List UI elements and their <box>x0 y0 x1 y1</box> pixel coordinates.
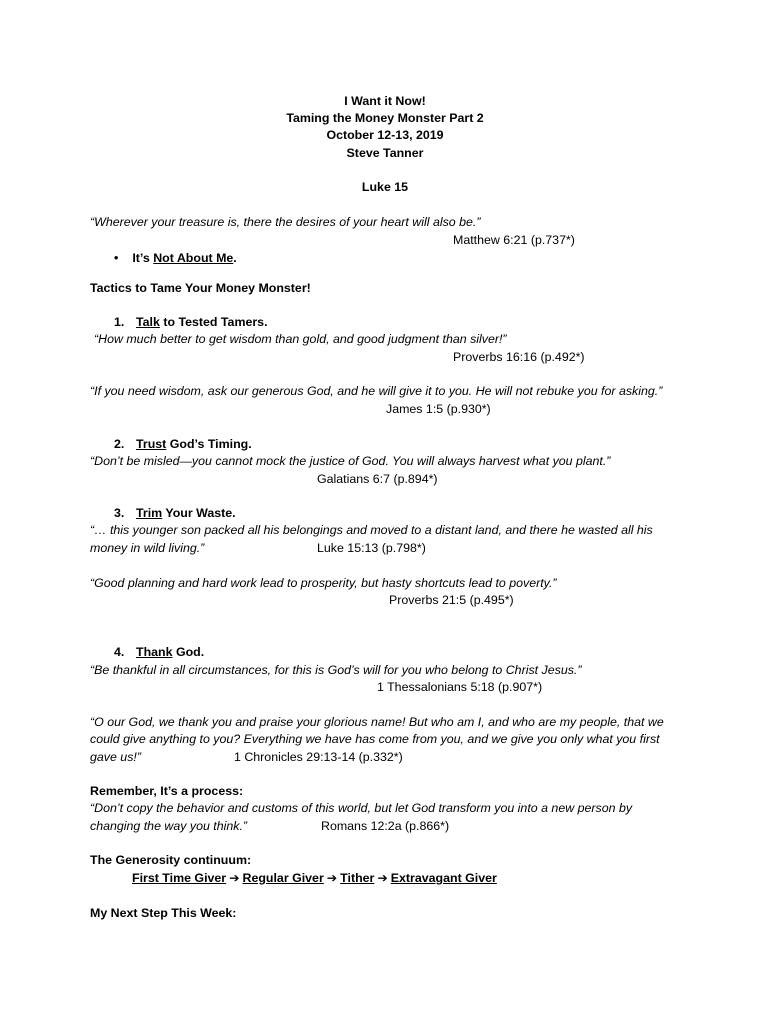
tactic-1-ref-1: Proverbs 16:16 (p.492*) <box>453 350 585 364</box>
continuum-step: Tither <box>340 871 375 885</box>
right-arrow-icon: ➔ <box>229 871 240 885</box>
continuum-step: First Time Giver <box>132 871 227 885</box>
tactic-4-quote-2-line-2: could give anything to you? Everything we have has come from you, and we give you only what you first <box>90 732 660 746</box>
tactic-4-ref-2: 1 Chronicles 29:13-14 (p.332*) <box>234 750 403 764</box>
tactic-1-quote-2: “If you need wisdom, ask our generous God, and he will give it to you. He will not rebuke you for asking.” <box>90 384 663 398</box>
tactic-keyword: Trust <box>136 437 167 451</box>
tactic-2-quote-1: “Don’t be misled—you cannot mock the justice of God. You will always harvest what you plant.” <box>90 454 611 468</box>
tactic-4-heading: 4. Thank God. <box>114 645 205 659</box>
tactic-1-quote-1: “How much better to get wisdom than gold, and good judgment than silver!” <box>94 332 507 346</box>
tactic-keyword: Talk <box>136 315 160 329</box>
next-step-heading: My Next Step This Week: <box>90 906 237 920</box>
tactic-keyword: Trim <box>136 506 163 520</box>
bullet-dot: • <box>114 251 119 265</box>
tactic-2-ref-1: Galatians 6:7 (p.894*) <box>317 472 438 486</box>
tactic-4-quote-2-line-3: gave us!” <box>90 750 141 764</box>
tactics-heading: Tactics to Tame Your Money Monster! <box>90 281 311 295</box>
continuum-step: Extravagant Giver <box>390 871 497 885</box>
generosity-heading: The Generosity continuum: <box>90 853 252 867</box>
tactic-3-quote-1-line-1: “… this younger son packed all his belongings and moved to a distant land, and there he wasted all his <box>90 523 653 537</box>
generosity-continuum <box>132 870 497 887</box>
tactic-1-heading: 1. Talk to Tested Tamers. <box>114 315 268 329</box>
continuum-step: Regular Giver <box>242 871 324 885</box>
tactic-3-ref-1: Luke 15:13 (p.798*) <box>317 541 426 555</box>
process-quote-line-2: changing the way you think.” <box>90 819 248 833</box>
tactic-3-quote-2: “Good planning and hard work lead to prosperity, but hasty shortcuts lead to poverty.” <box>90 576 557 590</box>
tactic-3-heading: 3. Trim Your Waste. <box>114 506 236 520</box>
opening-reference: Matthew 6:21 (p.737*) <box>453 233 575 247</box>
bullet-item: • It’s Not About Me. <box>114 251 237 265</box>
bullet-underlined-text: Not About Me <box>153 251 234 265</box>
process-reference: Romans 12:2a (p.866*) <box>321 819 450 833</box>
opening-quote: “Wherever your treasure is, there the desires of your heart will also be.” <box>90 215 481 229</box>
sermon-title: I Want it Now! <box>344 94 426 108</box>
tactic-3-ref-2: Proverbs 21:5 (p.495*) <box>389 593 514 607</box>
sermon-subtitle: Taming the Money Monster Part 2 <box>286 111 484 125</box>
tactic-4-quote-1: “Be thankful in all circumstances, for this is God’s will for you who belong to Christ Jesus.” <box>90 663 582 677</box>
tactic-keyword: Thank <box>136 645 173 659</box>
tactic-4-ref-1: 1 Thessalonians 5:18 (p.907*) <box>377 680 543 694</box>
sermon-date: October 12-13, 2019 <box>326 128 444 142</box>
tactic-1-ref-2: James 1:5 (p.930*) <box>386 402 491 416</box>
process-quote-line-1: “Don’t copy the behavior and customs of this world, but let God transform you into a new person by <box>90 801 633 815</box>
right-arrow-icon: ➔ <box>377 871 388 885</box>
scripture-passage: Luke 15 <box>361 180 409 194</box>
tactic-2-heading: 2. Trust God’s Timing. <box>114 437 252 451</box>
right-arrow-icon: ➔ <box>326 871 338 885</box>
process-heading: Remember, It’s a process: <box>90 784 244 798</box>
tactic-3-quote-1-line-2: money in wild living.” <box>90 541 205 555</box>
speaker-name: Steve Tanner <box>346 146 424 160</box>
tactic-4-quote-2-line-1: “O our God, we thank you and praise your glorious name! But who am I, and who are my people, that we <box>90 715 664 729</box>
